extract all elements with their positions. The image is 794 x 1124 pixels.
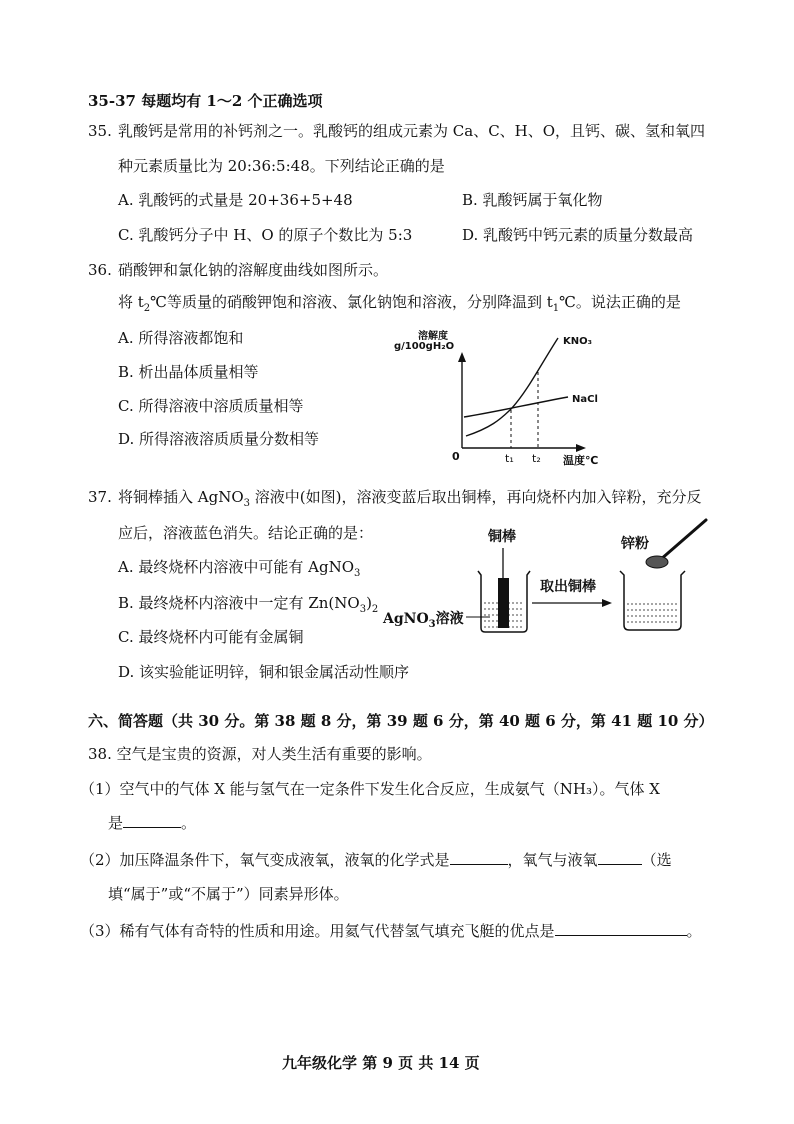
right-beaker-solution bbox=[627, 604, 678, 622]
nacl-line bbox=[464, 397, 568, 417]
q36-stem-line2: 将 $t_2℃$等质量的硝酸钾饱和溶液、氯化钠饱和溶液，分别降温到 $t_1℃$。说法正确的是 bbox=[118, 293, 681, 314]
q36-option-d: D. 所得溶液溶质质量分数相等 bbox=[118, 430, 320, 448]
q36-option-a: A. 所得溶液都饱和 bbox=[118, 329, 244, 347]
q35-number: 35. bbox=[88, 122, 112, 140]
spoon-handle bbox=[660, 520, 706, 560]
q36-option-c: C. 所得溶液中溶质质量相等 bbox=[118, 397, 304, 415]
q38-part3: （3）稀有气体有奇特的性质和用途。用氦气代替氢气填充飞艇的优点是 。 bbox=[80, 922, 702, 940]
chart-tick-t1: t₁ bbox=[505, 452, 514, 465]
chart-series-kno3-label: KNO₃ bbox=[563, 336, 592, 347]
arrow-label: 取出铜棒 bbox=[540, 579, 596, 595]
right-beaker bbox=[620, 571, 685, 630]
q38-part2-line1: （2）加压降温条件下，氧气变成液氧，液氧的化学式是 ，氧气与液氧 （选 bbox=[80, 851, 672, 869]
chart-ylabel-line2: g/100gH₂O bbox=[394, 341, 455, 352]
q37-number: 37. bbox=[88, 488, 112, 506]
chart-series-nacl-label: NaCl bbox=[572, 394, 598, 405]
q35-stem-line1: 乳酸钙是常用的补钙剂之一。乳酸钙的组成元素为 Ca、C、H、O，且钙、碳、氢和氧四 bbox=[118, 122, 706, 140]
chart-ylabel-line1: 溶解度 bbox=[418, 331, 448, 342]
q37-stem-line2: 应后，溶液蓝色消失。结论正确的是： bbox=[118, 524, 374, 542]
answer-blank-gas-x[interactable] bbox=[123, 813, 181, 828]
answer-blank-liquid-oxygen-formula[interactable] bbox=[450, 850, 508, 865]
zinc-powder-spoon bbox=[646, 556, 668, 568]
q36-number: 36. bbox=[88, 261, 112, 279]
q38-part2-line2: 填“属于”或“不属于”）同素异形体。 bbox=[108, 885, 349, 903]
left-beaker-solution bbox=[484, 603, 524, 627]
chart-y-axis-arrow bbox=[458, 352, 466, 362]
chart-xlabel: 温度℃ bbox=[563, 454, 599, 467]
q37-stem-line1: 将铜棒插入 AgNO$_3$ 溶液中(如图)，溶液变蓝后取出铜棒，再向烧杯内加入锌粉，充分反 bbox=[118, 488, 702, 509]
copper-rod bbox=[498, 578, 509, 628]
chart-tick-t2: t₂ bbox=[532, 452, 541, 465]
q37-option-b: B. 最终烧杯内溶液中一定有 $Zn(NO_3)_2$ bbox=[118, 594, 379, 615]
zinc-powder-label: 锌粉 bbox=[621, 536, 649, 552]
left-beaker bbox=[478, 571, 530, 632]
kno3-curve bbox=[466, 338, 558, 436]
answer-blank-allotrope[interactable] bbox=[598, 850, 642, 865]
q38-part1-line1: （1）空气中的气体 X 能与氢气在一定条件下发生化合反应，生成氨气（NH₃）。气体 X bbox=[80, 780, 660, 798]
q37-option-a: A. 最终烧杯内溶液中可能有 AgNO$_3$ bbox=[118, 558, 361, 579]
q36-option-b: B. 析出晶体质量相等 bbox=[118, 363, 259, 381]
process-arrow-head bbox=[602, 599, 612, 607]
q37-option-c: C. 最终烧杯内可能有金属铜 bbox=[118, 628, 304, 646]
answer-blank-helium-advantage[interactable] bbox=[555, 921, 687, 936]
q35-option-d: D. 乳酸钙中钙元素的质量分数最高 bbox=[462, 226, 694, 244]
chart-origin-label: 0 bbox=[452, 450, 460, 463]
q35-option-a: A. 乳酸钙的式量是 20+36+5+48 bbox=[118, 191, 353, 209]
q35-option-b: B. 乳酸钙属于氧化物 bbox=[462, 191, 603, 209]
solution-label: AgNO$_3$溶液 bbox=[383, 611, 464, 630]
q35-option-c: C. 乳酸钙分子中 H、O 的原子个数比为 5:3 bbox=[118, 226, 413, 244]
q38-stem: 38. 空气是宝贵的资源，对人类生活有重要的影响。 bbox=[88, 745, 432, 763]
section-note: 35-37 每题均有 1～2 个正确选项 bbox=[88, 92, 323, 110]
section6-title: 六、简答题（共 30 分。第 38 题 8 分，第 39 题 6 分，第 40 题 6 分，第 41 题 10 分） bbox=[88, 712, 714, 730]
q36-stem-line1: 硝酸钾和氯化钠的溶解度曲线如图所示。 bbox=[118, 261, 389, 279]
q38-part1-line2: 是 。 bbox=[108, 814, 197, 832]
q37-option-d: D. 该实验能证明锌，铜和银金属活动性顺序 bbox=[118, 663, 410, 681]
q35-stem-line2: 种元素质量比为 20:36:5:48。下列结论正确的是 bbox=[118, 157, 445, 175]
chart-x-axis-arrow bbox=[576, 444, 586, 452]
page-footer: 九年级化学 第 9 页 共 14 页 bbox=[282, 1054, 480, 1072]
copper-rod-label: 铜棒 bbox=[488, 529, 516, 545]
